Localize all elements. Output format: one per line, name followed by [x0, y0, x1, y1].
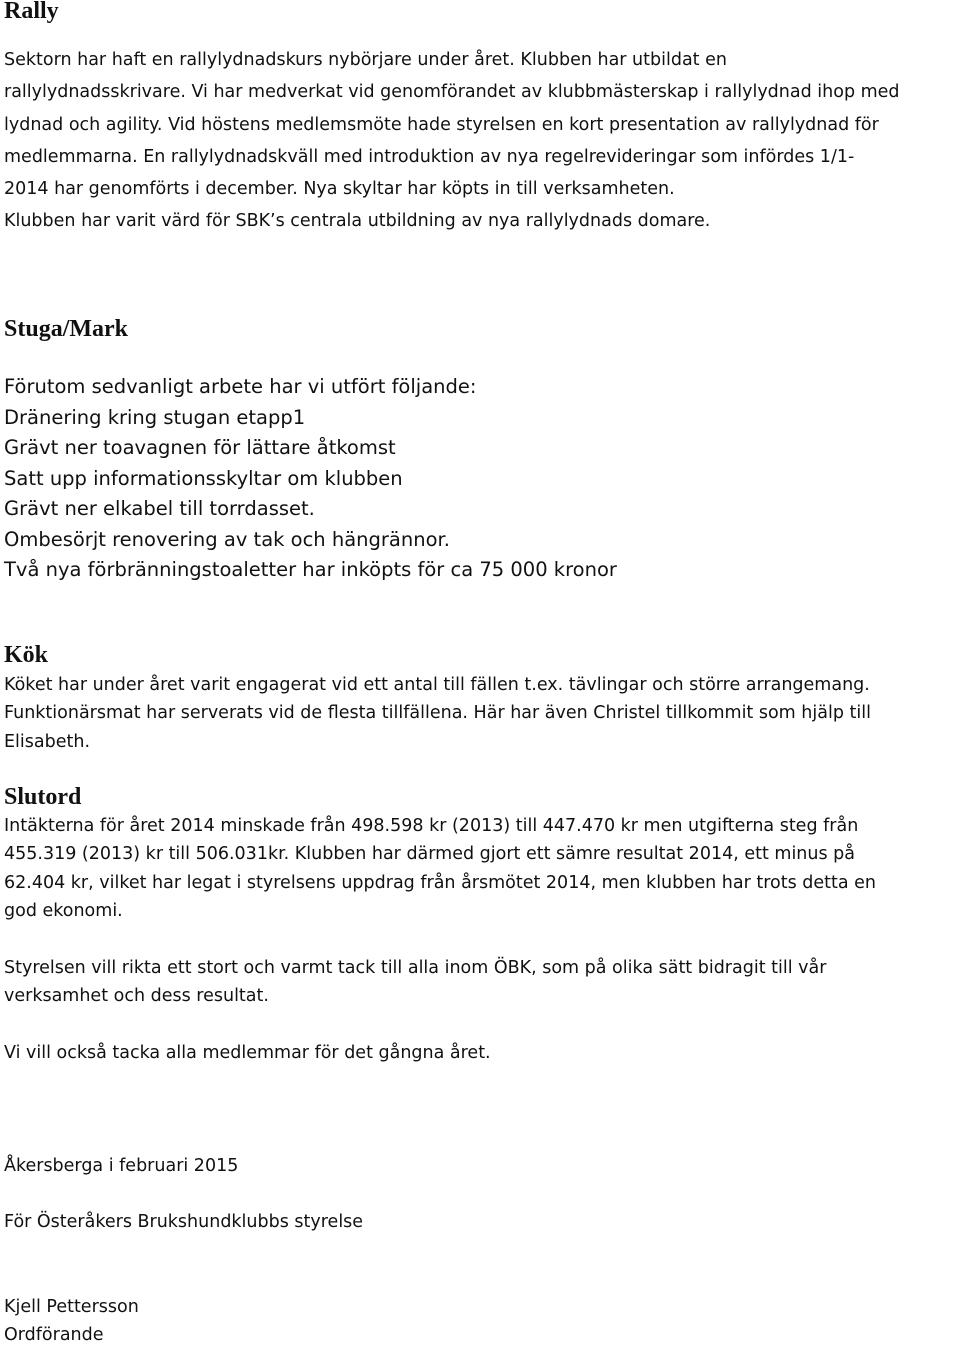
rally-line: 2014 har genomförts i december. Nya skyltar har köpts in till verksamheten. [4, 179, 675, 200]
thanks-line: verksamhet och dess resultat. [4, 986, 269, 1007]
slutord-paragraph [4, 812, 949, 926]
thanks-paragraph [4, 954, 949, 1011]
stuga-heading: Stuga/Mark [4, 316, 129, 342]
rally-line: medlemmarna. En rallylydnadskväll med introduktion av nya regelrevideringar som infördes 1/1- [4, 146, 855, 167]
rally-paragraph [4, 44, 949, 238]
thanks-members-text: Vi vill också tacka alla medlemmar för det gångna året. [4, 1043, 491, 1063]
kok-line: Köket har under året varit engagerat vid ett antal till fällen t.ex. tävlingar och större arrangemang. [4, 675, 870, 695]
kok-line: Funktionärsmat har serverats vid de flesta tillfällena. Här har även Christel tillkommit som hjälp till [4, 703, 871, 724]
place-date-text: Åkersberga i februari 2015 [4, 1156, 239, 1176]
kok-paragraph [4, 671, 949, 756]
rally-line: Sektorn har haft en rallylydnadskurs nybörjare under året. Klubben har utbildat en [4, 50, 727, 70]
stuga-line: Grävt ner toavagnen för lättare åtkomst [4, 436, 396, 459]
on-behalf-text: För Österåkers Brukshundklubbs styrelse [4, 1212, 364, 1232]
slutord-line: 62.404 kr, vilket har legat i styrelsens uppdrag från årsmötet 2014, men klubben har trots detta en [4, 872, 877, 893]
stuga-line: Dränering kring stugan etapp1 [4, 405, 306, 429]
thanks-line: Styrelsen vill rikta ett stort och varmt tack till alla inom ÖBK, som på olika sätt bidragit till vår [4, 958, 827, 978]
stuga-line: Förutom sedvanligt arbete har vi utfört följande: [4, 375, 477, 398]
slutord-line: Intäkterna för året 2014 minskade från 498.598 kr (2013) till 447.470 kr men utgifterna steg från [4, 816, 859, 836]
rally-heading: Rally [4, 0, 59, 24]
slutord-line: god ekonomi. [4, 901, 123, 922]
kok-line: Elisabeth. [4, 731, 91, 752]
rally-line: rallylydnadsskrivare. Vi har medverkat vid genomförandet av klubbmästerskap i rallylydnad ihop med [4, 82, 900, 103]
stuga-line: Satt upp informationsskyltar om klubben [4, 466, 403, 490]
rally-line: Klubben har varit värd för SBK’s centrala utbildning av nya rallylydnads domare. [4, 211, 711, 232]
stuga-list [4, 372, 949, 586]
rally-line: lydnad och agility. Vid höstens medlemsmöte hade styrelsen en kort presentation av rallylydnad för [4, 114, 879, 135]
signatory-name: Kjell Pettersson [4, 1297, 139, 1317]
slutord-line: 455.319 (2013) kr till 506.031kr. Klubben har därmed gjort ett sämre resultat 2014, ett minus på [4, 844, 855, 865]
stuga-line: Två nya förbränningstoaletter har inköpts för ca 75 000 kronor [4, 558, 617, 581]
stuga-line: Ombesörjt renovering av tak och hängrännor. [4, 527, 450, 551]
stuga-line: Grävt ner elkabel till torrdasset. [4, 497, 315, 520]
slutord-heading: Slutord [4, 784, 82, 810]
kok-heading: Kök [4, 642, 49, 668]
signatory-role: Ordförande [4, 1325, 104, 1345]
